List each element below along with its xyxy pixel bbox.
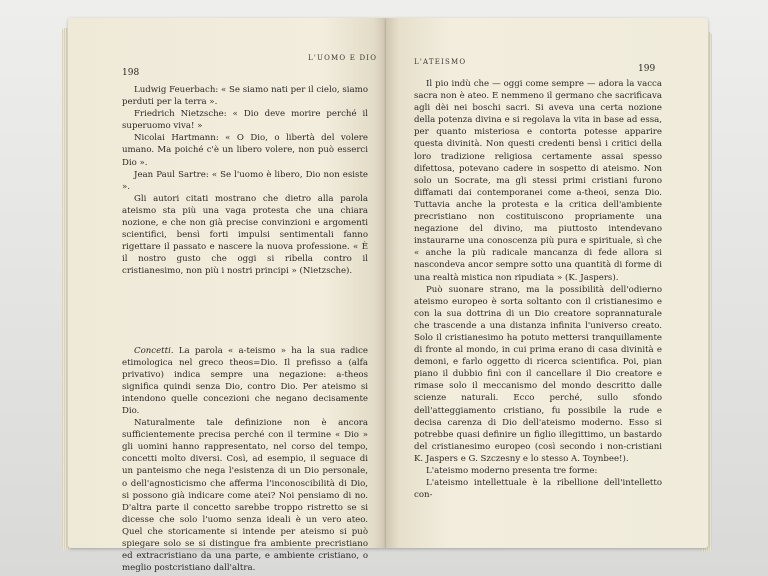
right-paragraph-2: Può suonare strano, ma la possibilità dell'odierno ateismo europeo è sorta soltanto con il cristianesimo e con la sua dottrina di un Dio creatore soprannaturale che trascende a una distanza infinita l'universo creato. Solo il cristianesimo ha potuto mettersi tranquillamente di fronte al mondo, in cui prima erano di casa divinità e demoni, e farlo oggetto di ricerca scientifica. Poi, pian piano il dubbio finì con il cancellare il Dio creatore e rimase solo il meccanismo del mondo descritto dalle scienze naturali. Ecco perché, sullo sfondo dell'atteggiamento cristiano, fu possibile la rude e decisa carenza di Dio dell'ateismo moderno. Esso si potrebbe quasi definire un figlio illegittimo, un bastardo del cristianesimo europeo (così secondo i non-cristiani K. Jaspers e G. Szczesny e lo stesso A. Toynbee!). (414, 284, 662, 464)
right-paragraph-1: Il pio indù che — oggi come sempre — adora la vacca sacra non è ateo. E nemmeno il germano che sacrificava agli dèi nei boschi sacri. Si aveva una certa nozione della potenza divina e si regolava la vita in base ad essa, per quanto misteriosa e contorta potesse apparire questa divinità. Non questi credenti bensì i critici della loro tradizione religiosa certamente assai spesso difettosa, potevano cadere in sospetto di ateismo. Non solo un Socrate, ma gli stessi primi cristiani furono diffamati dai contemporanei come a-theoi, senza Dio. Tuttavia anche la protesta e la critica dell'ambiente precristiano non costituiscono propriamente una negazione del divino, ma piuttosto intendevano instaurarne una conoscenza più pura e spirituale, sì che « anche la più radicale mancanza di fede allora si nascondeva ancor sempre sotto una quantità di forme di una realtà mistica non ripudiata » (K. Jaspers). (414, 79, 662, 283)
left-text-block (122, 84, 368, 574)
left-page (68, 18, 386, 574)
concetti-label: Concetti. (134, 345, 174, 356)
right-page-number: 199 (638, 64, 656, 74)
quote-sartre: Jean Paul Sartre: « Se l'uomo è libero, Dio non esiste ». (122, 169, 368, 192)
quote-feuerbach: Ludwig Feuerbach: « Se siamo nati per il cielo, siamo perduti per la terra ». (122, 85, 368, 108)
left-running-head: L'UOMO E DIO (308, 54, 378, 62)
right-paragraph-3: L'ateismo moderno presenta tre forme: (426, 466, 598, 476)
right-paragraph-4: L'ateismo intellettuale è la ribellione dell'intelletto con- (414, 478, 662, 501)
left-paragraph-1: Gli autori citati mostrano che dietro alla parola ateismo sta più una vaga protesta che una chiara nozione, e che non già precise convinzioni e argomenti scientifici, bensì forti impulsi sentimentali fanno rigettare il passato e nascere la nuova professione. « È il nostro gusto che oggi si ribella contro il cristianesimo, non più i nostri principi » (Nietzsche). (122, 193, 368, 277)
quote-hartmann: Nicolai Hartmann: « O Dio, o libertà del volere umano. Ma poiché c'è un libero volere, non può esserci Dio ». (122, 133, 368, 168)
left-paragraph-3: Naturalmente tale definizione non è ancora sufficientemente precisa perché con il termine « Dio » gli uomini hanno rappresentato, nel corso del tempo, concetti molto diversi. Così, ad esempio, il seguace di un panteismo che nega l'esistenza di un Dio personale, o dell'agnosticismo che afferma l'inconoscibilità di Dio, si possono già indicare come atei? Noi pensiamo di no. D'altra parte il concetto sarebbe troppo ristretto se si dicesse che solo l'uomo senza ideali è un vero ateo. Quel che storicamente si intende per ateismo si può spiegare solo se si distingue fra ambiente precristiano ed extracristiano da una parte, e ambiente cristiano, o meglio postcristiano dall'altra. (122, 418, 368, 574)
quote-nietzsche: Friedrich Nietzsche: « Dio deve morire perché il superuomo viva! » (122, 109, 368, 132)
right-text-block (414, 78, 662, 501)
left-paragraph-2 (122, 345, 368, 418)
right-page (386, 18, 708, 548)
open-book (62, 18, 714, 574)
left-page-number: 198 (122, 68, 140, 78)
right-running-head: L'ATEISMO (414, 58, 467, 66)
left-paragraph-2-text: La parola « a-teismo » ha la sua radice etimologica nel greco theos=Dio. Il prefisso a (alfa privativo) indica sempre una negazione: a-theos significa quindi senza Dio, contro Dio. Per ateismo si intendono quelle concezioni che negano decisamente Dio. (122, 345, 369, 416)
